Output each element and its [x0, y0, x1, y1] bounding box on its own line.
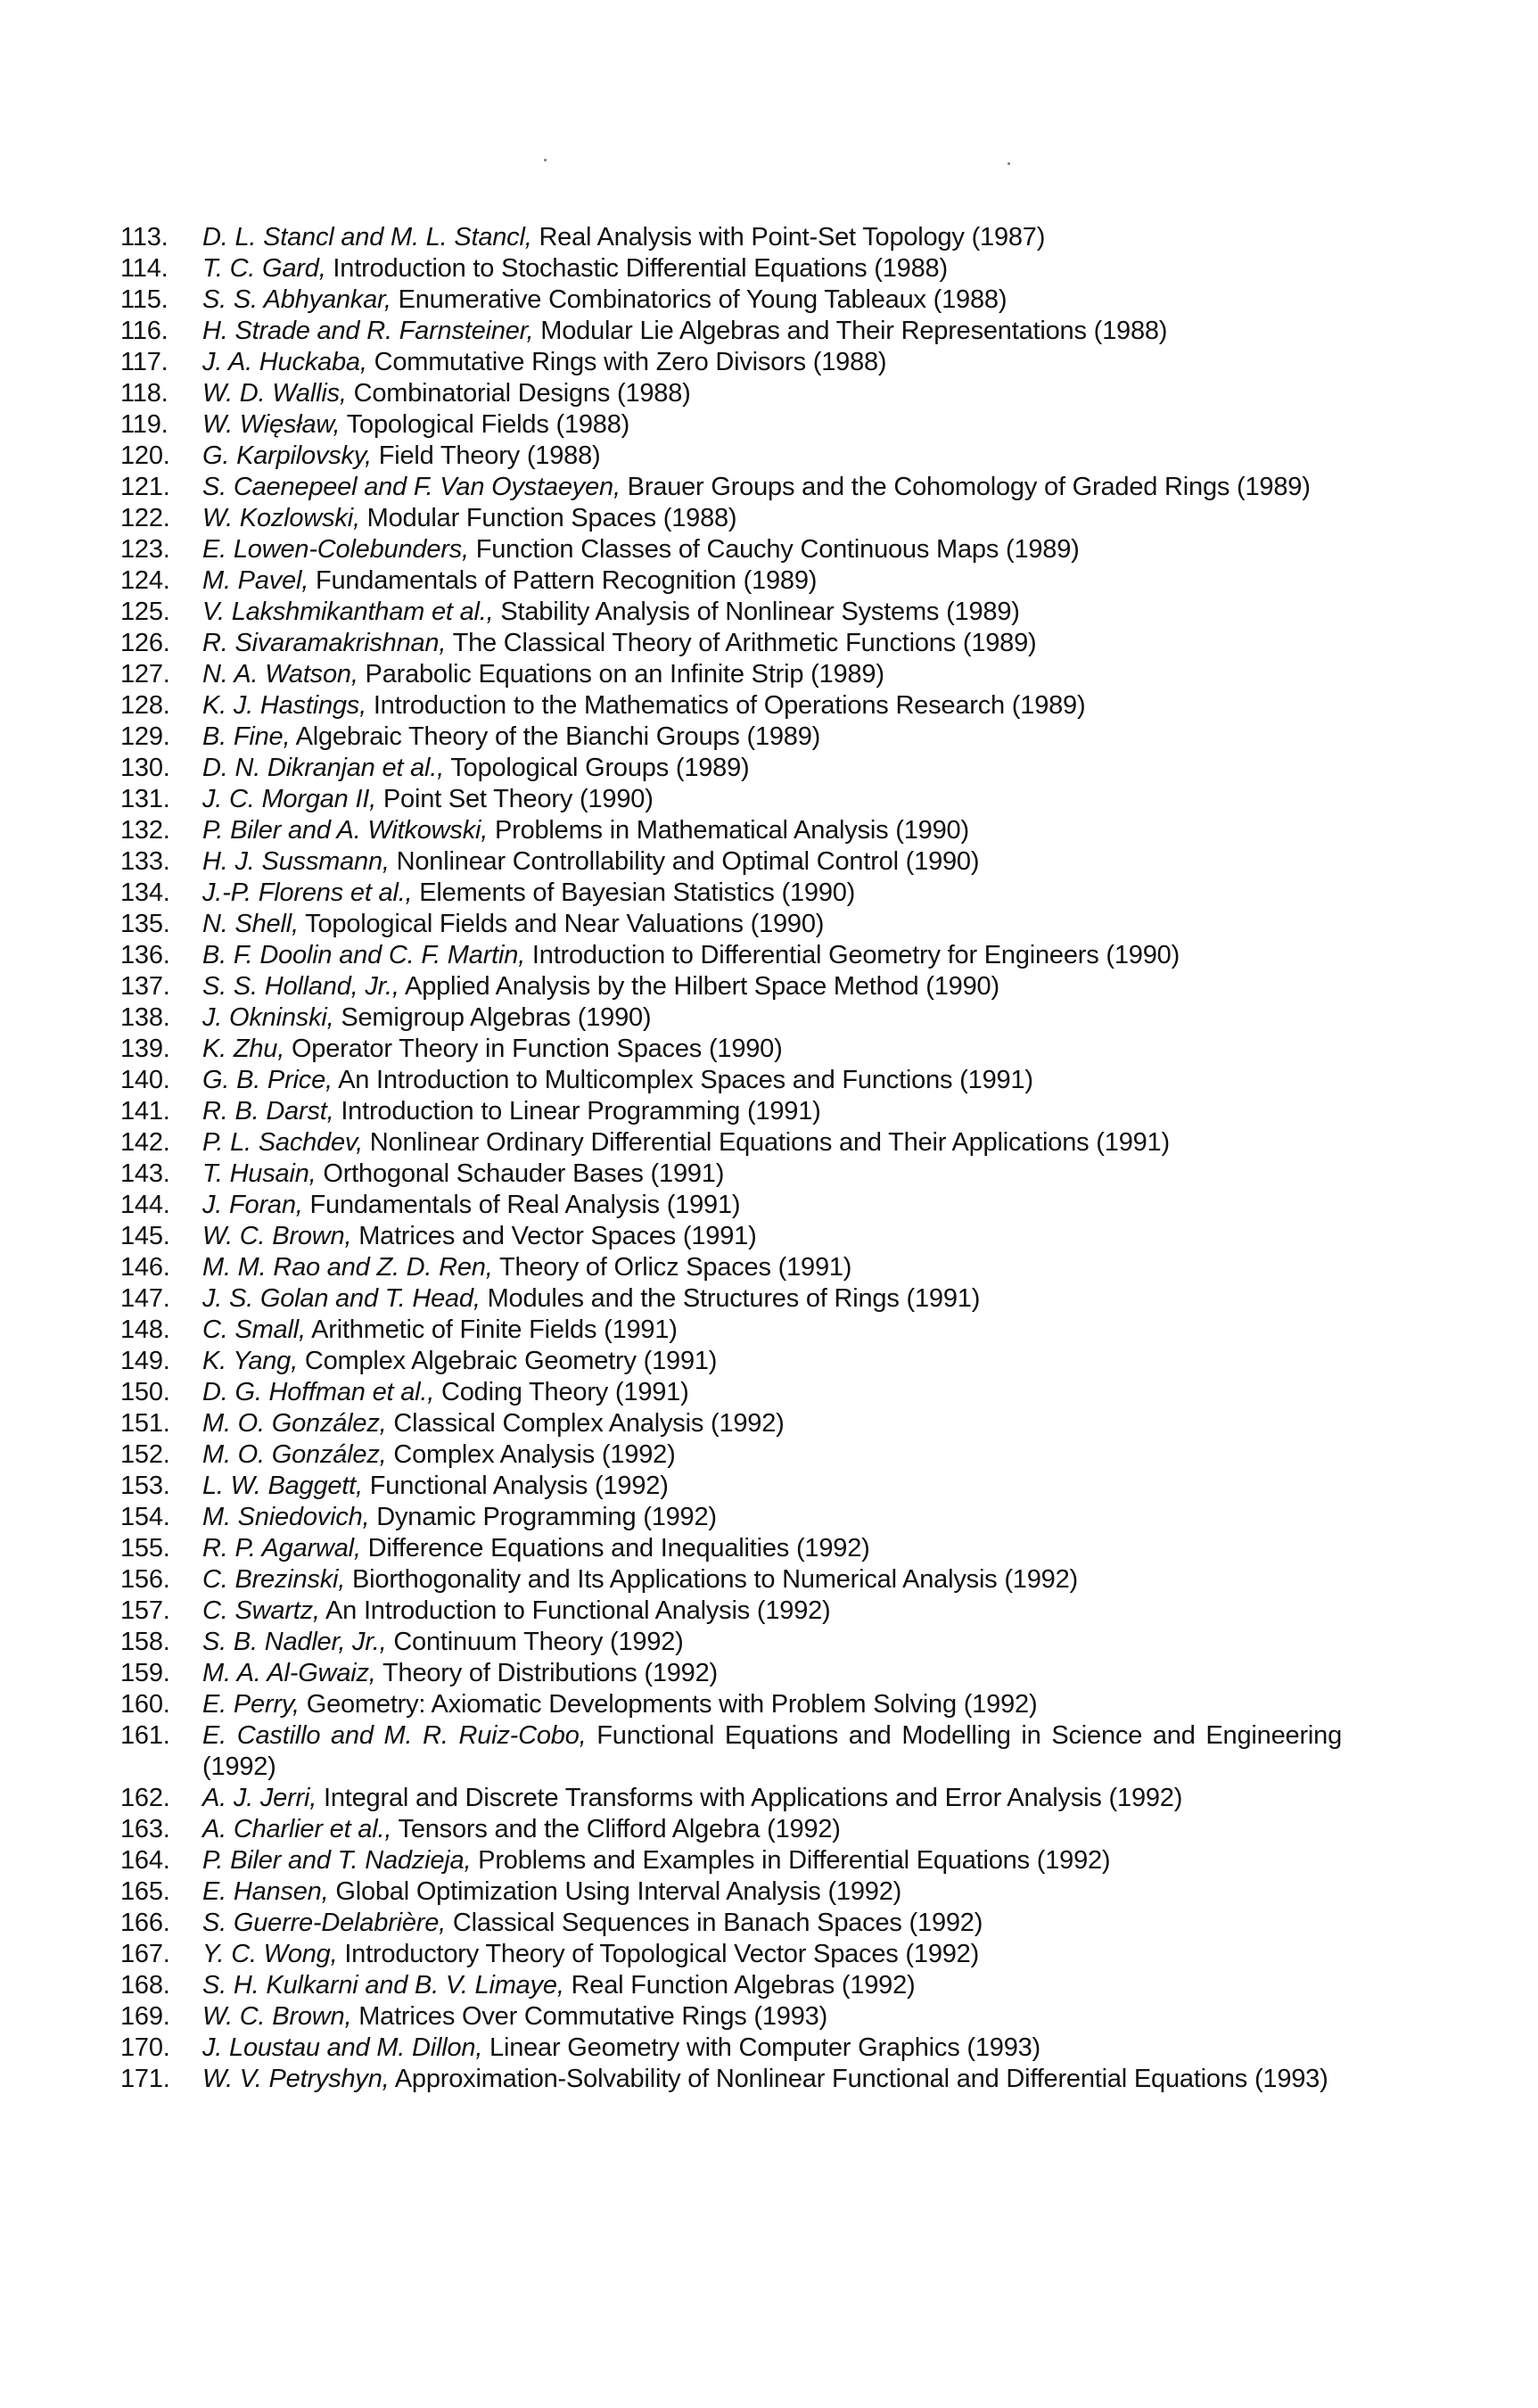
entry-authors: J. Loustau and M. Dillon,	[202, 2033, 483, 2062]
entry-title: Global Optimization Using Interval Analysis (1992)	[335, 1877, 902, 1906]
entry-body	[202, 753, 1342, 784]
entry-title: Functional Equations and Modelling in Science and Engineering (1992)	[202, 1721, 1342, 1781]
entry-body	[202, 285, 1342, 316]
entry-authors: J.-P. Florens et al.,	[202, 878, 413, 907]
entry-authors: E. Perry,	[202, 1690, 300, 1719]
entry-body	[202, 1814, 1342, 1845]
entry-number: 164.	[120, 1846, 170, 1875]
entry-title: Parabolic Equations on an Infinite Strip (1989)	[365, 660, 884, 689]
list-item	[120, 1627, 1342, 1658]
entry-authors: R. P. Agarwal,	[202, 1534, 361, 1563]
entry-body	[202, 784, 1342, 815]
entry-number: 170.	[120, 2033, 170, 2062]
entry-body	[202, 347, 1342, 378]
list-item	[120, 1908, 1342, 1939]
scan-speck	[544, 159, 547, 161]
list-item	[120, 1658, 1342, 1689]
list-item	[120, 940, 1342, 971]
list-item	[120, 1096, 1342, 1127]
entry-number: 138.	[120, 1003, 170, 1032]
list-item	[120, 1034, 1342, 1065]
entry-title: Nonlinear Ordinary Differential Equations and Their Applications (1991)	[369, 1128, 1170, 1157]
entry-number: 169.	[120, 2002, 170, 2031]
list-item	[120, 534, 1342, 565]
entry-body	[202, 940, 1342, 971]
entry-body	[202, 1346, 1342, 1377]
entry-title: Modular Function Spaces (1988)	[366, 504, 737, 532]
entry-number: 140.	[120, 1066, 170, 1094]
entry-number: 125.	[120, 598, 170, 626]
list-item	[120, 597, 1342, 628]
entry-authors: T. Husain,	[202, 1159, 317, 1188]
entry-body	[202, 565, 1342, 597]
entry-number: 155.	[120, 1534, 170, 1563]
entry-number: 145.	[120, 1222, 170, 1250]
entry-number: 161.	[120, 1721, 170, 1750]
list-item	[120, 347, 1342, 378]
entry-body	[202, 1658, 1342, 1689]
entry-authors: P. L. Sachdev,	[202, 1128, 363, 1157]
entry-number: 139.	[120, 1035, 170, 1063]
entry-body	[202, 1939, 1342, 1970]
entry-authors: P. Biler and A. Witkowski,	[202, 816, 489, 845]
entry-authors: S. S. Holland, Jr.,	[202, 972, 399, 1001]
entry-number: 129.	[120, 722, 170, 751]
entry-authors: D. N. Dikranjan et al.,	[202, 754, 444, 782]
entry-authors: E. Castillo and M. R. Ruiz-Cobo,	[202, 1721, 587, 1750]
entry-number: 154.	[120, 1503, 170, 1531]
entry-number: 150.	[120, 1378, 170, 1406]
entry-authors: A. J. Jerri,	[202, 1784, 317, 1812]
entry-number: 132.	[120, 816, 170, 845]
entry-title: Problems and Examples in Differential Equations (1992)	[478, 1846, 1111, 1875]
entry-number: 152.	[120, 1440, 170, 1469]
entry-title: Complex Algebraic Geometry (1991)	[304, 1347, 718, 1375]
entry-title: Integral and Discrete Transforms with Applications and Error Analysis (1992)	[323, 1784, 1183, 1812]
entry-body	[202, 2001, 1342, 2033]
entry-body	[202, 1065, 1342, 1096]
list-item	[120, 1783, 1342, 1814]
entry-number: 127.	[120, 660, 170, 689]
entry-body	[202, 1502, 1342, 1533]
entry-title: Algebraic Theory of the Bianchi Groups (1989)	[295, 722, 821, 751]
list-item	[120, 472, 1342, 503]
list-item	[120, 1970, 1342, 2001]
entry-number: 134.	[120, 878, 170, 907]
entry-title: Linear Geometry with Computer Graphics (1993)	[489, 2033, 1041, 2062]
entry-title: Matrices Over Commutative Rings (1993)	[358, 2002, 828, 2031]
entry-title: Nonlinear Controllability and Optimal Control (1990)	[396, 847, 980, 876]
list-item	[120, 1471, 1342, 1502]
entry-authors: W. V. Petryshyn,	[202, 2065, 390, 2093]
entry-body	[202, 597, 1342, 628]
entry-number: 166.	[120, 1909, 170, 1937]
list-item	[120, 2033, 1342, 2064]
entry-number: 159.	[120, 1659, 170, 1687]
entry-body	[202, 1845, 1342, 1876]
entry-number: 136.	[120, 941, 170, 969]
list-item	[120, 1533, 1342, 1564]
list-item	[120, 2001, 1342, 2033]
entry-number: 124.	[120, 566, 170, 595]
list-item	[120, 815, 1342, 846]
entry-body	[202, 909, 1342, 940]
list-item	[120, 1408, 1342, 1439]
entry-authors: J. S. Golan and T. Head,	[202, 1284, 481, 1313]
entry-body	[202, 1783, 1342, 1814]
entry-number: 149.	[120, 1347, 170, 1375]
entry-number: 117.	[120, 348, 169, 376]
entry-body	[202, 2033, 1342, 2064]
entry-authors: A. Charlier et al.,	[202, 1815, 392, 1843]
entry-authors: S. Caenepeel and F. Van Oystaeyen,	[202, 473, 621, 501]
entry-number: 133.	[120, 847, 170, 876]
entry-title: Continuum Theory (1992)	[393, 1628, 684, 1656]
entry-title: Real Analysis with Point-Set Topology (1987)	[539, 223, 1046, 252]
list-item	[120, 1221, 1342, 1252]
entry-number: 113.	[120, 223, 169, 252]
entry-title: Problems in Mathematical Analysis (1990)	[494, 816, 969, 845]
entry-number: 151.	[120, 1409, 170, 1438]
entry-title: Introduction to Differential Geometry for Engineers (1990)	[531, 941, 1180, 969]
entry-title: Introduction to Stochastic Differential Equations (1988)	[333, 254, 948, 283]
entry-body	[202, 1002, 1342, 1034]
entry-authors: H. J. Sussmann,	[202, 847, 390, 876]
list-item	[120, 1939, 1342, 1970]
entry-number: 165.	[120, 1877, 170, 1906]
entry-authors: J. A. Huckaba,	[202, 348, 367, 376]
entry-authors: K. Yang,	[202, 1347, 298, 1375]
entry-body	[202, 846, 1342, 878]
entry-body	[202, 690, 1342, 722]
entry-authors: R. B. Darst,	[202, 1097, 334, 1126]
entry-number: 160.	[120, 1690, 170, 1719]
entry-title: Tensors and the Clifford Algebra (1992)	[398, 1815, 841, 1843]
list-item	[120, 565, 1342, 597]
entry-authors: S. H. Kulkarni and B. V. Limaye,	[202, 1971, 564, 2000]
entry-body	[202, 1221, 1342, 1252]
entry-title: Function Classes of Cauchy Continuous Maps (1989)	[475, 535, 1080, 564]
entry-title: Topological Fields (1988)	[346, 410, 630, 439]
entry-authors: P. Biler and T. Nadzieja,	[202, 1846, 472, 1875]
entry-title: Arithmetic of Finite Fields (1991)	[311, 1315, 678, 1344]
entry-authors: W. C. Brown,	[202, 2002, 352, 2031]
list-item	[120, 784, 1342, 815]
entry-title: Functional Analysis (1992)	[369, 1472, 669, 1500]
entry-body	[202, 1096, 1342, 1127]
entry-title: Topological Fields and Near Valuations (1990)	[305, 910, 825, 938]
entry-title: Classical Complex Analysis (1992)	[393, 1409, 785, 1438]
entry-authors: R. Sivaramakrishnan,	[202, 629, 447, 657]
entry-body	[202, 534, 1342, 565]
entry-body	[202, 1315, 1342, 1346]
list-item	[120, 753, 1342, 784]
entry-title: Coding Theory (1991)	[440, 1378, 689, 1406]
entry-title: An Introduction to Multicomplex Spaces and Functions (1991)	[338, 1066, 1033, 1094]
entry-authors: K. J. Hastings,	[202, 691, 366, 720]
entry-body	[202, 1252, 1342, 1283]
entry-title: Introduction to Linear Programming (1991)	[341, 1097, 821, 1126]
entry-title: Classical Sequences in Banach Spaces (1992)	[452, 1909, 983, 1937]
list-item	[120, 628, 1342, 659]
entry-authors: G. Karpilovsky,	[202, 441, 372, 470]
series-list	[120, 222, 1342, 2095]
entry-body	[202, 1190, 1342, 1221]
list-item	[120, 441, 1342, 472]
list-item	[120, 503, 1342, 534]
entry-authors: K. Zhu,	[202, 1035, 285, 1063]
entry-body	[202, 2064, 1342, 2095]
entry-authors: W. C. Brown,	[202, 1222, 352, 1250]
entry-number: 115.	[120, 285, 169, 314]
list-item	[120, 971, 1342, 1002]
list-item	[120, 1377, 1342, 1408]
entry-title: Theory of Distributions (1992)	[382, 1659, 718, 1687]
entry-body	[202, 971, 1342, 1002]
list-item	[120, 1065, 1342, 1096]
entry-number: 162.	[120, 1784, 170, 1812]
entry-number: 143.	[120, 1159, 170, 1188]
entry-title: The Classical Theory of Arithmetic Functions (1989)	[452, 629, 1037, 657]
entry-number: 148.	[120, 1315, 170, 1344]
list-item	[120, 1720, 1342, 1783]
entry-title: Brauer Groups and the Cohomology of Graded Rings (1989)	[627, 473, 1311, 501]
entry-number: 128.	[120, 691, 170, 720]
list-item	[120, 722, 1342, 753]
entry-authors: J. Foran,	[202, 1191, 303, 1219]
list-item	[120, 1252, 1342, 1283]
entry-authors: T. C. Gard,	[202, 254, 326, 283]
entry-authors: S. B. Nadler, Jr.,	[202, 1628, 387, 1656]
entry-number: 114.	[120, 254, 169, 283]
entry-title: Introduction to the Mathematics of Operations Research (1989)	[373, 691, 1086, 720]
entry-body	[202, 815, 1342, 846]
entry-authors: B. Fine,	[202, 722, 291, 751]
entry-title: Dynamic Programming (1992)	[376, 1503, 717, 1531]
entry-authors: W. D. Wallis,	[202, 379, 347, 408]
entry-title: Complex Analysis (1992)	[393, 1440, 676, 1469]
entry-body	[202, 1533, 1342, 1564]
entry-authors: S. S. Abhyankar,	[202, 285, 391, 314]
list-item	[120, 285, 1342, 316]
entry-body	[202, 1564, 1342, 1596]
entry-authors: N. Shell,	[202, 910, 299, 938]
entry-authors: N. A. Watson,	[202, 660, 358, 689]
entry-number: 168.	[120, 1971, 170, 2000]
list-item	[120, 1845, 1342, 1876]
entry-number: 153.	[120, 1472, 170, 1500]
entry-body	[202, 1471, 1342, 1502]
entry-body	[202, 878, 1342, 909]
entry-title: Orthogonal Schauder Bases (1991)	[323, 1159, 725, 1188]
entry-authors: M. Sniedovich,	[202, 1503, 370, 1531]
list-item	[120, 1876, 1342, 1908]
entry-title: Commutative Rings with Zero Divisors (1988)	[374, 348, 887, 376]
entry-title: Real Function Algebras (1992)	[571, 1971, 916, 2000]
entry-title: Biorthogonality and Its Applications to Numerical Analysis (1992)	[352, 1565, 1078, 1594]
entry-title: Stability Analysis of Nonlinear Systems (1989)	[500, 598, 1020, 626]
entry-authors: E. Lowen-Colebunders,	[202, 535, 469, 564]
entry-body	[202, 1377, 1342, 1408]
entry-authors: L. W. Baggett,	[202, 1472, 363, 1500]
entry-authors: C. Brezinski,	[202, 1565, 346, 1594]
entry-title: Approximation-Solvability of Nonlinear Functional and Differential Equations (1993)	[394, 2065, 1328, 2093]
entry-number: 118.	[120, 379, 169, 408]
list-item	[120, 1283, 1342, 1315]
entry-title: Modular Lie Algebras and Their Representations (1988)	[540, 317, 1168, 345]
entry-number: 122.	[120, 504, 170, 532]
entry-number: 119.	[120, 410, 169, 439]
entry-title: Introductory Theory of Topological Vector Spaces (1992)	[344, 1940, 980, 1968]
entry-authors: M. O. González,	[202, 1409, 387, 1438]
entry-title: Geometry: Axiomatic Developments with Problem Solving (1992)	[306, 1690, 1038, 1719]
entry-authors: G. B. Price,	[202, 1066, 333, 1094]
entry-number: 163.	[120, 1815, 170, 1843]
entry-authors: B. F. Doolin and C. F. Martin,	[202, 941, 526, 969]
list-item	[120, 316, 1342, 347]
entry-number: 137.	[120, 972, 170, 1001]
entry-authors: W. Więsław,	[202, 410, 341, 439]
list-item	[120, 1315, 1342, 1346]
entry-number: 157.	[120, 1596, 170, 1625]
entry-body	[202, 1159, 1342, 1190]
entry-authors: J. C. Morgan II,	[202, 785, 377, 813]
entry-body	[202, 409, 1342, 441]
entry-number: 171.	[120, 2065, 170, 2093]
entry-title: Point Set Theory (1990)	[382, 785, 654, 813]
list-item	[120, 690, 1342, 722]
entry-number: 123.	[120, 535, 170, 564]
entry-title: Elements of Bayesian Statistics (1990)	[419, 878, 856, 907]
entry-number: 167.	[120, 1940, 170, 1968]
entry-number: 121.	[120, 473, 170, 501]
list-item	[120, 1346, 1342, 1377]
entry-body	[202, 1596, 1342, 1627]
list-item	[120, 1127, 1342, 1159]
entry-body	[202, 628, 1342, 659]
entry-body	[202, 378, 1342, 409]
entry-title: Topological Groups (1989)	[450, 754, 750, 782]
entry-authors: E. Hansen,	[202, 1877, 329, 1906]
entry-authors: H. Strade and R. Farnsteiner,	[202, 317, 534, 345]
list-item	[120, 222, 1342, 253]
entry-body	[202, 1439, 1342, 1471]
list-item	[120, 878, 1342, 909]
entry-authors: D. G. Hoffman et al.,	[202, 1378, 435, 1406]
entry-body	[202, 659, 1342, 690]
list-item	[120, 1159, 1342, 1190]
list-item	[120, 909, 1342, 940]
entry-number: 116.	[120, 317, 169, 345]
entry-title: Fundamentals of Pattern Recognition (1989)	[315, 566, 818, 595]
entry-body	[202, 222, 1342, 253]
entry-authors: M. M. Rao and Z. D. Ren,	[202, 1253, 493, 1282]
entry-title: Field Theory (1988)	[378, 441, 601, 470]
entry-title: Semigroup Algebras (1990)	[341, 1003, 652, 1032]
entry-body	[202, 1283, 1342, 1315]
entry-number: 147.	[120, 1284, 170, 1313]
list-item	[120, 1814, 1342, 1845]
entry-title: Modules and the Structures of Rings (1991)	[487, 1284, 981, 1313]
entry-authors: J. Okninski,	[202, 1003, 334, 1032]
entry-title: Enumerative Combinatorics of Young Tableaux (1988)	[398, 285, 1008, 314]
list-item	[120, 2064, 1342, 2095]
entry-number: 144.	[120, 1191, 170, 1219]
entry-title: Operator Theory in Function Spaces (1990)	[291, 1035, 783, 1063]
entry-body	[202, 441, 1342, 472]
entry-number: 158.	[120, 1628, 170, 1656]
list-item	[120, 1002, 1342, 1034]
entry-authors: S. Guerre-Delabrière,	[202, 1909, 447, 1937]
entry-body	[202, 1408, 1342, 1439]
list-item	[120, 1190, 1342, 1221]
entry-authors: M. Pavel,	[202, 566, 309, 595]
entry-number: 156.	[120, 1565, 170, 1594]
entry-number: 126.	[120, 629, 170, 657]
scan-speck	[1008, 162, 1010, 165]
entry-body	[202, 1127, 1342, 1159]
entry-number: 135.	[120, 910, 170, 938]
entry-title: Matrices and Vector Spaces (1991)	[358, 1222, 757, 1250]
entry-body	[202, 1034, 1342, 1065]
entry-body	[202, 1908, 1342, 1939]
entry-number: 131.	[120, 785, 170, 813]
list-item	[120, 1689, 1342, 1720]
entry-body	[202, 1970, 1342, 2001]
entry-authors: D. L. Stancl and M. L. Stancl,	[202, 223, 532, 252]
list-item	[120, 253, 1342, 285]
entry-number: 141.	[120, 1097, 170, 1126]
entry-title: An Introduction to Functional Analysis (1992)	[325, 1596, 831, 1625]
entry-body	[202, 503, 1342, 534]
list-item	[120, 659, 1342, 690]
entry-body	[202, 472, 1342, 503]
list-item	[120, 1564, 1342, 1596]
entry-number: 142.	[120, 1128, 170, 1157]
entry-body	[202, 1627, 1342, 1658]
entry-authors: C. Swartz,	[202, 1596, 320, 1625]
entry-number: 120.	[120, 441, 170, 470]
entry-body	[202, 722, 1342, 753]
entry-authors: M. O. González,	[202, 1440, 387, 1469]
list-item	[120, 1596, 1342, 1627]
entry-body	[202, 316, 1342, 347]
list-item	[120, 1502, 1342, 1533]
entry-authors: V. Lakshmikantham et al.,	[202, 598, 494, 626]
entry-body	[202, 253, 1342, 285]
list-item	[120, 378, 1342, 409]
entry-title: Fundamentals of Real Analysis (1991)	[309, 1191, 741, 1219]
entry-authors: M. A. Al-Gwaiz,	[202, 1659, 376, 1687]
entry-title: Theory of Orlicz Spaces (1991)	[498, 1253, 852, 1282]
entry-authors: C. Small,	[202, 1315, 306, 1344]
entry-authors: W. Kozlowski,	[202, 504, 360, 532]
entry-body	[202, 1720, 1342, 1783]
entry-title: Difference Equations and Inequalities (1992)	[367, 1534, 870, 1563]
entry-number: 130.	[120, 754, 170, 782]
entry-title: Combinatorial Designs (1988)	[353, 379, 691, 408]
entry-number: 146.	[120, 1253, 170, 1282]
entry-body	[202, 1876, 1342, 1908]
entry-title: Applied Analysis by the Hilbert Space Method (1990)	[405, 972, 999, 1001]
list-item	[120, 1439, 1342, 1471]
list-item	[120, 846, 1342, 878]
list-item	[120, 409, 1342, 441]
entry-authors: Y. C. Wong,	[202, 1940, 338, 1968]
entry-body	[202, 1689, 1342, 1720]
